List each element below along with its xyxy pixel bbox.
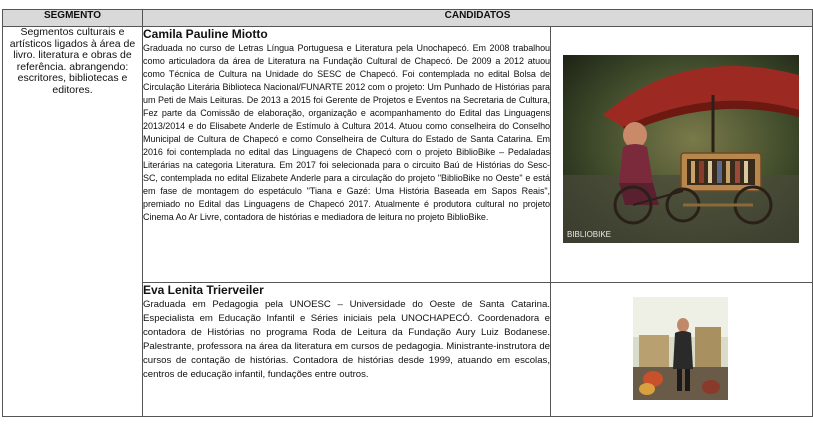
- candidate-bio: Graduada no curso de Letras Língua Portuguesa e Literatura pela Unochapecó. Em 2008 trabalhou como articuladora da área de Literatura na Fundação Cultural de Chapecó. De 2009 a 2012 atuou como Técnica de Cultura na Unidade do SESC de Chapecó. Foi contemplada no edital Bolsa de Circulação Literária Biblioteca Nacional/FUNARTE 2012 com o projeto: Um Punhado de Histórias para um Peti de Mais Leituras. De 2013 a 2015 foi Gerente de Projetos e Eventos na Secretaria de Cultura, Fez parte da Comissão de elaboração, organização e acompanhamento do Edital das Linguagens 2013/2014 e do Elisabete Anderle de Estímulo à Cultura 2014. Atuou como conselheira do Conselho Municipal de Cultura de Chapecó e como Conselheira de Cultura do Estado de Santa Catarina. Em 2016 foi contemplada no edital das Linguagens de Chapecó com o projeto BiblioBike – Pedaladas Literárias na categoria Literatura. Em 2017 foi selecionada para o circuito Baú de Histórias do Sesc-SC, contemplada no edital Elizabete Anderle para a circulação do projeto "BiblioBike no Oeste" e está em fase de montagem do espetáculo "Tiana e Gazé: Uma História Baseada em Sapos Reais", premiado no Edital das Linguagens de Chapecó 2017. Atualmente é produtora cultural no projeto Cinema Ao Ar Livre, contadora de histórias e mediadora de leitura no projeto BiblioBike.: [143, 43, 550, 222]
- candidate-photo-storyteller: [633, 297, 728, 400]
- segment-description: Segmentos culturais e artísticos ligados à área de livro. literatura e obras de referência. abrangendo: escritores, bibliotecas e editores.: [9, 26, 136, 96]
- candidate-name: Camila Pauline Miotto: [143, 27, 268, 41]
- header-candidates: CANDIDATOS: [143, 10, 813, 27]
- candidate-photo-cell: [551, 283, 813, 417]
- candidate-name: Eva Lenita Trierveiler: [143, 283, 264, 297]
- photo-caption: BIBLIOBIKE: [567, 230, 612, 239]
- candidate-row: [3, 27, 813, 283]
- candidates-table: [2, 9, 813, 417]
- candidate-photo-bibliobike: [563, 55, 799, 243]
- candidate-bio: Graduada em Pedagogia pela UNOESC – Universidade do Oeste de Santa Catarina. Especialista em Educação Infantil e Séries iniciais pela UNOCHAPECÓ. Coordenadora e contadora de Histórias no programa Roda de Leitura da Fundação Aury Luiz Bodanese. Palestrante, professora na área da literatura em cursos de pedagogia. Ministrante-instrutora de cursos de contação de histórias. Contadora de histórias desde 1999, atuando em escolas, centros de educação infantil, fundações entre outros.: [143, 299, 550, 380]
- header-row: [3, 10, 813, 27]
- header-segment: SEGMENTO: [3, 10, 143, 27]
- segment-cell: [3, 27, 143, 417]
- candidate-photo-cell: [551, 27, 813, 283]
- candidate-bio-cell: [143, 283, 551, 417]
- candidate-bio-cell: [143, 27, 551, 283]
